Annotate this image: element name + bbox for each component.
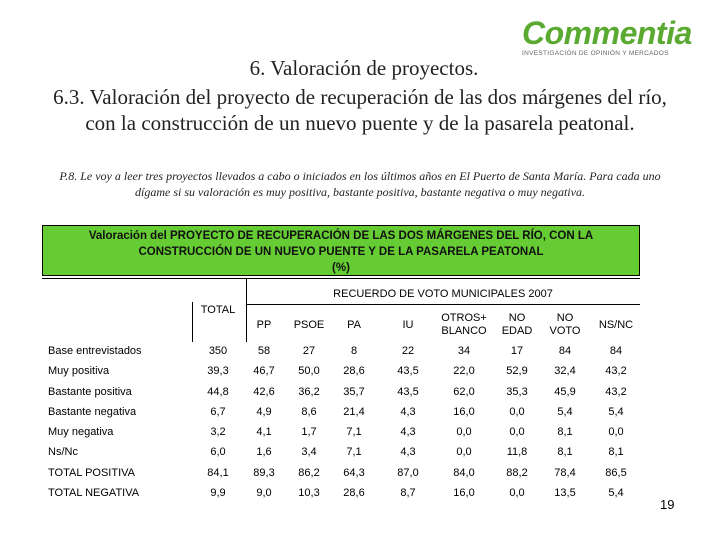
cell-value: 4,3 [400,446,416,459]
table-top-border [42,278,640,279]
cell-value: 9,0 [256,487,272,500]
row-label: Muy positiva [48,365,110,378]
row-label: TOTAL POSITIVA [48,466,136,479]
cell-value: 84,0 [453,466,475,479]
cell-value: 21,4 [343,405,365,418]
cell-value: 0,0 [509,487,525,500]
cell-value: 10,3 [298,487,320,500]
subsection-title: 6.3. Valoración del proyecto de recuperación de las dos márgenes del río, con la construcción de un nuevo puente y de la pasarela peatonal. [53,85,667,135]
cell-value: 1,7 [301,426,317,439]
logo-tagline: INVESTIGACIÓN DE OPINIÓN Y MERCADOS [522,50,669,57]
cell-value: 62,0 [453,385,475,398]
cell-total: 3,2 [210,426,226,439]
cell-value: 16,0 [453,405,475,418]
cell-value: 28,6 [343,487,365,500]
section-title-text: 6. Valoración de proyectos. [249,56,479,80]
row-label: Base entrevistados [48,345,142,357]
cell-value: 8,1 [557,446,573,459]
column-header-no-voto: NO VOTO [549,312,581,337]
row-label: TOTAL NEGATIVA [48,487,140,500]
cell-value: 17 [510,345,524,357]
cell-value: 8,6 [301,405,317,418]
cell-value: 0,0 [456,426,472,439]
cell-total: 6,0 [210,446,226,459]
row-label: Ns/Nc [48,446,78,459]
table-row [42,362,640,382]
column-header-no-edad: NO EDAD [501,312,533,337]
cell-value: 11,8 [506,446,528,459]
commentia-logo [522,14,702,57]
total-header: TOTAL [200,304,236,316]
cell-value: 8,1 [557,426,573,439]
cell-value: 58 [257,345,271,357]
cell-value: 4,3 [400,405,416,418]
cell-total: 39,3 [207,365,229,378]
data-table-body [42,342,640,504]
table-row [42,423,640,443]
cell-value: 87,0 [397,466,419,479]
cell-value: 42,6 [253,385,275,398]
cell-value: 5,4 [608,487,624,500]
table-row [42,464,640,484]
cell-value: 7,1 [346,426,362,439]
column-header-otros-blanco: OTROS+ BLANCO [441,312,487,337]
cell-total: 6,7 [210,405,226,418]
column-header-pa: PA [347,318,361,331]
cell-value: 89,3 [253,466,275,479]
cell-value: 16,0 [453,487,475,500]
cell-value: 13,5 [554,487,576,500]
cell-value: 8 [350,345,358,357]
cell-value: 5,4 [608,405,624,418]
cell-value: 64,3 [343,466,365,479]
table-row [42,342,640,362]
logo-wordmark: Commentia [522,15,692,51]
cell-value: 43,5 [397,385,419,398]
cell-value: 34 [457,345,471,357]
column-header-ns-nc: NS/NC [598,318,634,331]
cell-value: 86,2 [298,466,320,479]
cell-value: 3,4 [301,446,317,459]
cell-value: 78,4 [554,466,576,479]
cell-value: 35,3 [506,385,528,398]
row-label: Muy negativa [48,426,114,439]
cell-value: 43,5 [397,365,419,378]
column-header-iu: IU [402,318,414,331]
cell-value: 28,6 [343,365,365,378]
cell-value: 43,2 [605,365,627,378]
table-title-box [42,225,640,276]
cell-value: 8,7 [400,487,416,500]
section-title [0,56,720,80]
table-row [42,403,640,423]
table-unit: (%) [332,262,350,274]
cell-value: 4,3 [400,426,416,439]
cell-value: 4,1 [256,426,272,439]
cell-value: 45,9 [554,385,576,398]
subheader-divider [246,304,640,305]
cell-value: 7,1 [346,446,362,459]
cell-value: 1,6 [256,446,272,459]
table-row [42,484,640,504]
cell-total: 84,1 [207,466,229,479]
recuerdo-header: RECUERDO DE VOTO MUNICIPALES 2007 [333,288,553,300]
cell-value: 4,9 [256,405,272,418]
table-row [42,383,640,403]
cell-total: 350 [208,345,228,357]
cell-value: 0,0 [608,426,624,439]
cell-value: 35,7 [343,385,365,398]
cell-value: 27 [302,345,316,357]
cell-value: 43,2 [605,385,627,398]
cell-value: 84 [558,345,572,357]
column-header-pp: PP [256,318,272,331]
cell-value: 0,0 [509,405,525,418]
question-text: P.8. Le voy a leer tres proyectos llevados a cabo o iniciados en los últimos años en El Puerto de Santa María. Para cada uno dígame si su valoración es muy positiva, bastante positiva, bastante negativa o muy negativa. [59,169,661,199]
cell-value: 36,2 [298,385,320,398]
cell-value: 52,9 [506,365,528,378]
cell-value: 46,7 [253,365,275,378]
row-label: Bastante negativa [48,405,137,418]
cell-value: 50,0 [298,365,320,378]
cell-total: 44,8 [207,385,229,398]
cell-value: 0,0 [509,426,525,439]
cell-total: 9,9 [210,487,226,500]
cell-value: 86,5 [605,466,627,479]
cell-value: 0,0 [456,446,472,459]
row-label: Bastante positiva [48,385,132,398]
cell-value: 8,1 [608,446,624,459]
page-number: 19 [660,497,675,512]
cell-value: 84 [609,345,623,357]
table-row [42,443,640,463]
cell-value: 22 [401,345,415,357]
cell-value: 88,2 [506,466,528,479]
cell-value: 32,4 [554,365,576,378]
column-header-psoe: PSOE [293,318,325,331]
cell-value: 5,4 [557,405,573,418]
cell-value: 22,0 [453,365,475,378]
table-title: Valoración del PROYECTO DE RECUPERACIÓN DE LAS DOS MÁRGENES DEL RÍO, CON LA CONSTRUCCIÓN DE UN NUEVO PUENTE Y DE LA PASARELA PEATONAL [88,230,594,258]
